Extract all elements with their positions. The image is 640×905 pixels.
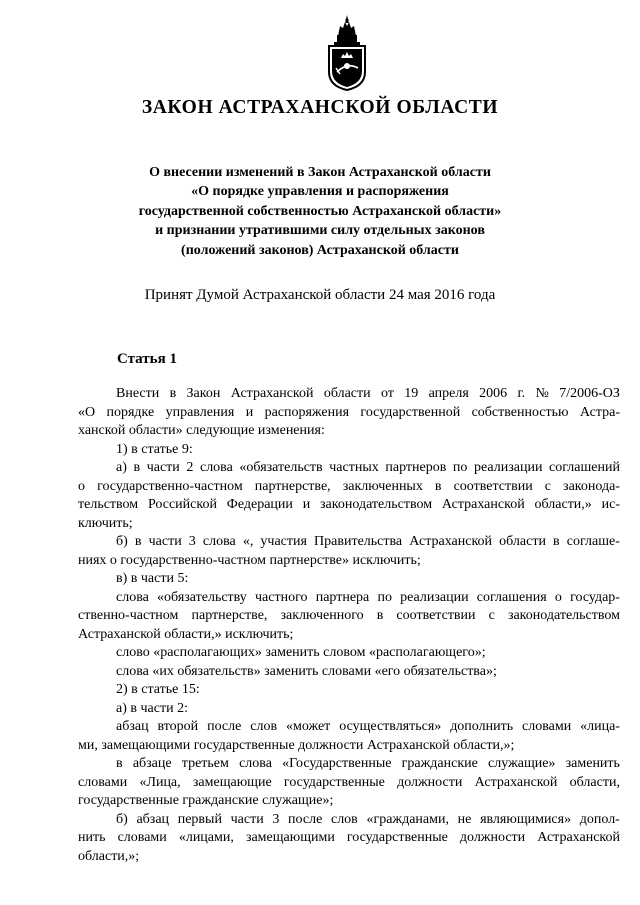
text-line: Астраханской области,» исключить; <box>78 626 294 642</box>
text-line: ключить; <box>78 515 133 531</box>
text-line: ханской области» следующие изменения: <box>78 423 325 438</box>
text-line: о государственно-частном партнерстве, заключенных в соответствии с законода- <box>78 478 620 494</box>
text-line: ственно-частном партнерстве, заключенного в соответствии с законодательством <box>78 608 620 623</box>
subtitle-line: (положений законов) Астраханской области <box>181 242 459 258</box>
article-body <box>78 385 620 866</box>
adoption-note: Принят Думой Астраханской области 24 мая 2016 года <box>144 287 496 303</box>
text-line: тельством Российской Федерации и законодательством Астраханской области,» ис- <box>78 497 620 512</box>
text-line: ниях о государственно-частном партнерстве» исключить; <box>78 552 421 568</box>
text-line: нить словами «лицами, замещающими государственные должности Астраханской <box>78 830 620 845</box>
article-heading: Статья 1 <box>117 351 177 367</box>
subtitle-line: «О порядке управления и распоряжения <box>191 184 449 200</box>
text-line: 2) в статье 15: <box>116 682 200 697</box>
text-line: слова «обязательству частного партнера по реализации соглашения о государ- <box>116 589 620 605</box>
subtitle-line: О внесении изменений в Закон Астраханской области <box>149 165 491 180</box>
text-line: «О порядке управления и распоряжения государственной собственностью Астра- <box>78 404 620 420</box>
text-line: слова «их обязательств» заменить словами «его обязательства»; <box>116 663 497 679</box>
text-line: 1) в статье 9: <box>116 441 193 457</box>
text-line: б) абзац первый части 3 после слов «гражданами, не являющимися» допол- <box>116 811 620 827</box>
text-line: области,»; <box>78 848 140 864</box>
text-line: ми, замещающими государственные должности Астраханской области,»; <box>78 737 515 753</box>
text-line: абзац второй после слов «может осуществляться» дополнить словами «лица- <box>116 719 620 734</box>
text-line: в) в части 5: <box>116 571 189 586</box>
text-line: словами «Лица, замещающие государственные должности Астраханской области, <box>78 774 620 790</box>
coat-of-arms-icon <box>324 14 370 92</box>
text-line: Внести в Закон Астраханской области от 19 апреля 2006 г. № 7/2006-ОЗ <box>116 386 620 401</box>
text-line: а) в части 2: <box>116 700 188 716</box>
law-title: ЗАКОН АСТРАХАНСКОЙ ОБЛАСТИ <box>141 97 499 118</box>
text-line: государственные гражданские служащие»; <box>78 793 334 808</box>
text-line: б) в части 3 слова «, участия Правительства Астраханской области в соглаше- <box>116 534 620 549</box>
subtitle-line: государственной собственностью Астраханской области» <box>138 203 502 219</box>
text-line: слово «располагающих» заменить словом «располагающего»; <box>116 645 486 660</box>
subtitle-line: и признании утратившими силу отдельных законов <box>155 223 485 239</box>
law-subtitle <box>0 163 640 260</box>
text-line: в абзаце третьем слова «Государственные гражданские служащие» заменить <box>116 756 620 771</box>
text-line: а) в части 2 слова «обязательств частных партнеров по реализации соглашений <box>116 460 620 475</box>
